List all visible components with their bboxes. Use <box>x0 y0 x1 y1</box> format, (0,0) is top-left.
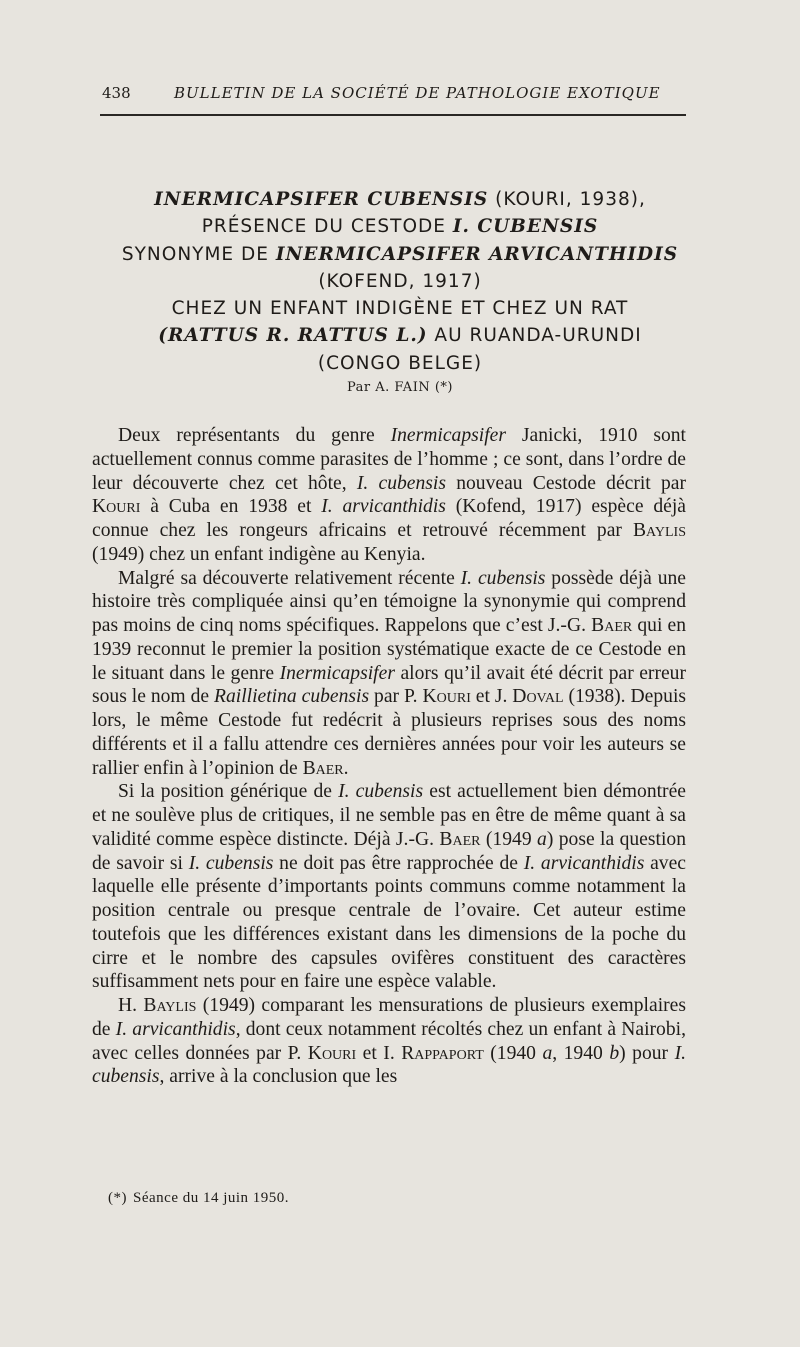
article-title <box>110 186 690 377</box>
title-line-1 <box>110 186 690 213</box>
paragraph-2: Malgré sa découverte relativement récente I. cubensis possède déjà une histoire très compliquée ainsi qu’en témoigne la synonymie qui comprend pas moins de cinq noms spécifiques. Rappelons que c’est J.-G. Baer qui en 1939 reconnut le premier la position systématique exacte de ce Cestode en le situant dans le genre Inermicapsifer alors qu’il avait été décrit par erreur sous le nom de Raillietina cubensis par P. Kouri et J. Doval (1938). Depuis lors, le même Cestode fut redécrit à plusieurs reprises sous des noms différents et il a fallu attendre ces dernières années pour voir les auteurs se rallier enfin à l’opinion de Baer. <box>92 567 687 779</box>
paragraph-3: Si la position générique de I. cubensis est actuellement bien démontrée et ne soulève plus de critiques, il ne semble pas en être de même quant à sa validité comme espèce distincte. Déjà J.-G. Baer (1949 a) pose la question de savoir si I. cubensis ne doit pas être rapprochée de I. arvicanthidis avec laquelle elle présente d’importants points communs comme notamment la position centrale ou presque centrale de l’ovaire. Cet auteur estime toutefois que les différences existant dans les dimensions de la poche du cirre et le nombre des capsules ovifères constituent des caractères suffisamment nets pour en faire une espèce valable. <box>92 781 686 993</box>
title-line-7: (CONGO BELGE) <box>317 352 483 374</box>
article-body <box>92 424 686 1089</box>
paragraph-4: H. Baylis (1949) comparant les mensurations de plusieurs exemplaires de I. arvicanthidis, dont ceux notamment récoltés chez un enfant à Nairobi, avec celles données par P. Kouri et I. Rappaport (1940 a, 1940 b) pour I. cubensis, arrive à la conclusion que les <box>92 995 686 1088</box>
title-authority: (KOURI, 1938), <box>495 189 646 210</box>
running-head <box>102 84 666 108</box>
title-line-6-text: AU RUANDA-URUNDI <box>434 325 642 347</box>
title-line-6-taxon: (RATTUS R. RATTUS L.) <box>158 325 428 347</box>
title-line-2-taxon: I. CUBENSIS <box>452 216 599 238</box>
title-line-6 <box>110 322 690 349</box>
title-line-4: (KOFEND, 1917) <box>318 270 482 292</box>
footnote-text: Séance du 14 juin 1950. <box>133 1190 290 1206</box>
paragraph-1: Deux représentants du genre Inermicapsifer Janicki, 1910 sont actuellement connus comme parasites de l’homme ; ce sont, dans l’ordre de leur découverte chez cet hôte, I. cubensis nouveau Cestode décrit par Kouri à Cuba en 1938 et I. arvicanthidis (Kofend, 1917) espèce déjà connue chez les rongeurs africains et retrouvé récemment par Baylis (1949) chez un enfant indigène au Kenyia. <box>92 425 686 565</box>
journal-title: BULLETIN DE LA SOCIÉTÉ DE PATHOLOGIE EXOTIQUE <box>174 84 661 102</box>
header-rule <box>100 114 686 116</box>
title-line-3 <box>110 241 690 268</box>
title-line-2 <box>110 213 690 240</box>
title-line-5: CHEZ UN ENFANT INDIGÈNE ET CHEZ UN RAT <box>171 298 629 320</box>
title-line-2-text: PRÉSENCE DU CESTODE <box>201 216 446 238</box>
byline: Par A. FAIN (*) <box>347 380 453 395</box>
page-number: 438 <box>102 84 131 102</box>
footnote-mark: (*) <box>108 1190 127 1206</box>
footnote <box>108 1190 289 1207</box>
title-line-3-taxon: INERMICAPSIFER ARVICANTHIDIS <box>275 243 679 265</box>
title-taxon: INERMICAPSIFER CUBENSIS <box>154 189 489 210</box>
title-line-3-text: SYNONYME DE <box>121 243 269 265</box>
